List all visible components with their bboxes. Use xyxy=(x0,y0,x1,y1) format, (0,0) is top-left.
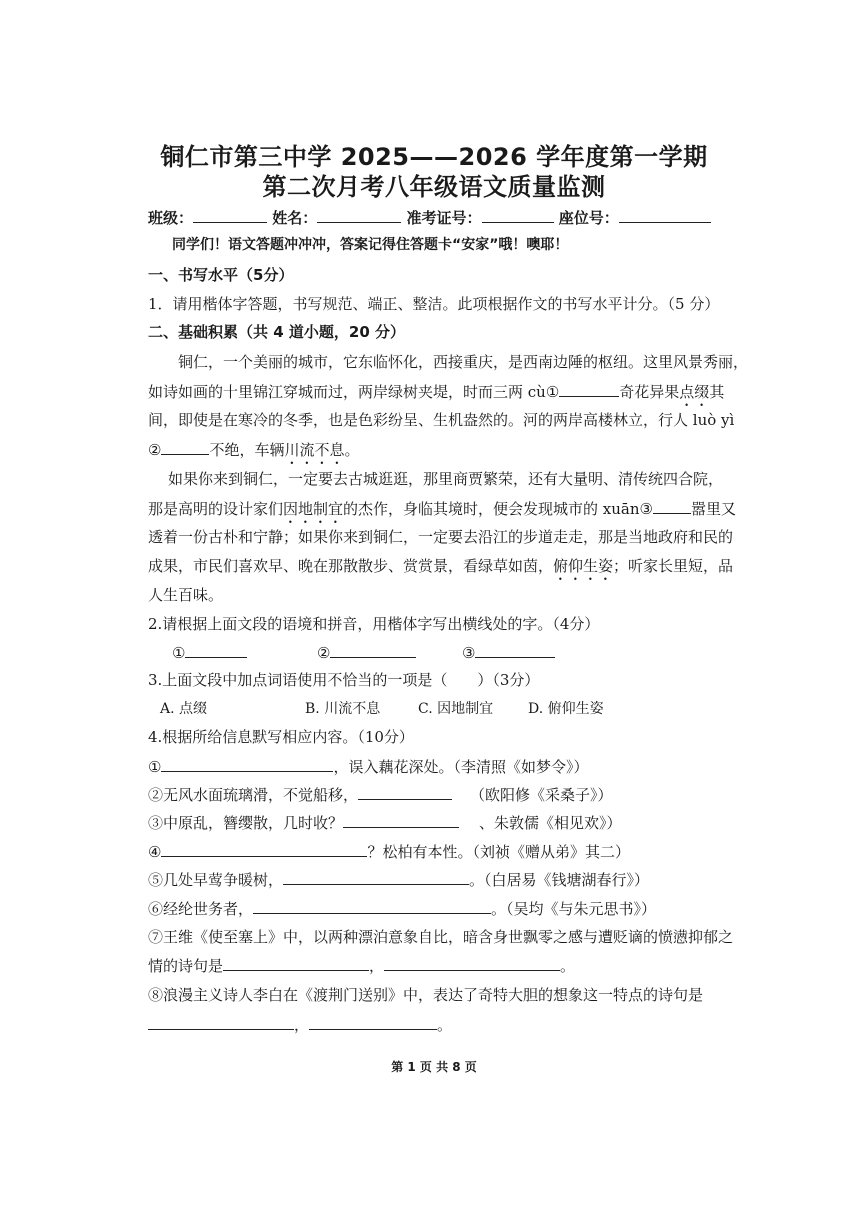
q4-blank-7a[interactable] xyxy=(223,955,369,971)
q4-item-1 xyxy=(148,756,588,777)
dotted-word: 川流不息 xyxy=(284,441,345,459)
passage-line: 铜仁，一个美丽的城市，它东临怀化，西接重庆，是西南边陲的枢纽。这里风景秀丽， xyxy=(178,353,749,371)
q4-text: ④ xyxy=(148,843,162,861)
q4-text: 。 xyxy=(437,1016,453,1034)
name-label: 姓名： xyxy=(272,209,318,227)
student-info-row xyxy=(148,207,711,228)
passage-line xyxy=(148,498,736,527)
blank-1[interactable] xyxy=(559,381,619,397)
q4-blank-6[interactable] xyxy=(253,898,491,914)
q2-blank-3[interactable] xyxy=(475,642,555,658)
q2-label-2: ② xyxy=(317,644,331,662)
passage-text: 。 xyxy=(344,441,360,459)
q4-item-5 xyxy=(148,869,649,890)
q4-text: 、朱敦儒《相见欢》） xyxy=(479,814,622,832)
q4-item-6 xyxy=(148,898,656,919)
q4-text: ？松柏有本性。（刘祯《赠从弟》其二） xyxy=(367,843,630,861)
q4-item-4 xyxy=(148,841,630,862)
q4-item-8-answer xyxy=(148,1014,452,1035)
section1-heading: 一、书写水平（5分） xyxy=(148,266,294,284)
q4-text: ⑤几处早莺争暖树， xyxy=(148,871,284,889)
passage-line: 如果你来到铜仁，一定要去古城逛逛，那里商贾繁荣，还有大量明、清传统四合院， xyxy=(168,470,724,488)
passage-text: 其 xyxy=(709,383,725,401)
passage-text: 如诗如画的十里锦江穿城而过，两岸绿树夹堤，时而三两 cù① xyxy=(148,383,560,401)
option-a[interactable]: A. 点缀 xyxy=(160,701,208,717)
q2-label-1: ① xyxy=(172,644,186,662)
section2-heading: 二、基础积累（共 4 道小题，20 分） xyxy=(148,323,405,341)
passage-line: 透着一份古朴和宁静；如果你来到铜仁，一定要去沿江的步道走走，那是当地政府和民的 xyxy=(148,528,734,546)
passage-text: ；听家长里短，品 xyxy=(613,557,734,575)
q4-blank-1[interactable] xyxy=(161,756,333,772)
q4-blank-5[interactable] xyxy=(283,869,469,885)
q4-text: ③中原乱，簪缨散，几时收？ xyxy=(148,814,344,832)
q4-text: 。（吴均《与朱元思书》） xyxy=(491,900,657,918)
name-field[interactable] xyxy=(317,207,401,223)
passage-text: 嚣里又 xyxy=(690,500,736,518)
q4-text: 。（白居易《钱塘湖春行》） xyxy=(469,871,650,889)
exam-number-label: 准考证号： xyxy=(406,209,482,227)
dotted-word: 俯仰生姿 xyxy=(553,557,614,575)
q4-item-7: ⑦王维《使至塞上》中，以两种漂泊意象自比，暗含身世飘零之感与遭贬谪的愤懑抑郁之 xyxy=(148,928,734,946)
q2-label-3: ③ xyxy=(462,644,476,662)
passage-text: ② xyxy=(148,441,162,459)
passage-line xyxy=(148,556,733,584)
passage-text: 不绝，车辆 xyxy=(209,441,285,459)
q3-options xyxy=(160,699,604,719)
q4-text: ， xyxy=(369,957,385,975)
dotted-word: 因地制宜 xyxy=(283,500,344,518)
passage-text: 那是高明的设计家们 xyxy=(148,500,284,518)
q4-blank-3[interactable] xyxy=(343,812,459,828)
passage-text: 奇花异果 xyxy=(619,383,680,401)
q4-text: ②无风水面琉璃滑，不觉船移， xyxy=(148,786,359,804)
passage-line xyxy=(148,381,724,410)
option-c[interactable]: C. 因地制宜 xyxy=(418,701,494,717)
q4-blank-8a[interactable] xyxy=(148,1014,294,1030)
q4-item-2 xyxy=(148,784,613,805)
q2-blank-2[interactable] xyxy=(330,642,416,658)
greeting-text: 同学们！语文答题冲冲冲，答案记得住答题卡“安家”哦！噢耶！ xyxy=(172,237,569,253)
blank-2[interactable] xyxy=(161,439,209,455)
q4-text: （欧阳修《采桑子》） xyxy=(470,786,613,804)
q4-text: ⑥经纶世务者， xyxy=(148,900,254,918)
passage-text: 成果，市民们喜欢早、晚在那散散步、赏赏景，看绿草如茵， xyxy=(148,557,554,575)
q4-text: ， xyxy=(294,1016,310,1034)
q4-blank-7b[interactable] xyxy=(384,955,560,971)
question-3-stem: 3.上面文段中加点词语使用不恰当的一项是（ ）（3分） xyxy=(148,671,540,689)
q4-item-8: ⑧浪漫主义诗人李白在《渡荆门送别》中，表达了奇特大胆的想象这一特点的诗句是 xyxy=(148,986,704,1004)
exam-title-line2: 第二次月考八年级语文质量监测 xyxy=(262,173,606,201)
q4-blank-2[interactable] xyxy=(358,784,452,800)
passage-text: 的杰作，身临其境时，便会发现城市的 xuān③ xyxy=(343,500,653,518)
exam-title-line1: 铜仁市第三中学 2025——2026 学年度第一学期 xyxy=(160,143,708,171)
passage-line: 间，即使是在寒冷的冬季，也是色彩纷呈、生机盎然的。河的两岸高楼林立，行人 luò yì xyxy=(148,411,735,429)
seat-number-label: 座位号： xyxy=(558,209,619,227)
q4-text: ① xyxy=(148,758,162,776)
q2-blank-1[interactable] xyxy=(185,642,247,658)
dotted-word: 点缀 xyxy=(679,383,710,401)
blank-3[interactable] xyxy=(653,498,691,514)
q2-answer-row xyxy=(172,642,555,663)
option-d[interactable]: D. 俯仰生姿 xyxy=(528,701,604,717)
class-label: 班级： xyxy=(148,209,194,227)
q4-blank-4[interactable] xyxy=(161,841,367,857)
question-2-stem: 2.请根据上面文段的语境和拼音，用楷体字写出横线处的字。（4分） xyxy=(148,615,600,633)
question-4-stem: 4.根据所给信息默写相应内容。（10分） xyxy=(148,728,414,746)
option-b[interactable]: B. 川流不息 xyxy=(305,701,381,717)
q4-text: 。 xyxy=(560,957,576,975)
exam-number-field[interactable] xyxy=(482,207,554,223)
q4-text: 情的诗句是 xyxy=(148,957,224,975)
class-field[interactable] xyxy=(193,207,267,223)
page-footer: 第 1 页 共 8 页 xyxy=(391,1060,477,1074)
seat-number-field[interactable] xyxy=(619,207,711,223)
passage-line xyxy=(148,439,360,468)
passage-line: 人生百味。 xyxy=(148,586,224,604)
question-1: 1．请用楷体字答题，书写规范、端正、整洁。此项根据作文的书写水平计分。（5 分） xyxy=(148,295,720,313)
q4-text: ，误入藕花深处。（李清照《如梦令》） xyxy=(333,758,589,776)
q4-item-3 xyxy=(148,812,622,833)
q4-item-7-answer xyxy=(148,955,575,976)
q4-blank-8b[interactable] xyxy=(309,1014,437,1030)
